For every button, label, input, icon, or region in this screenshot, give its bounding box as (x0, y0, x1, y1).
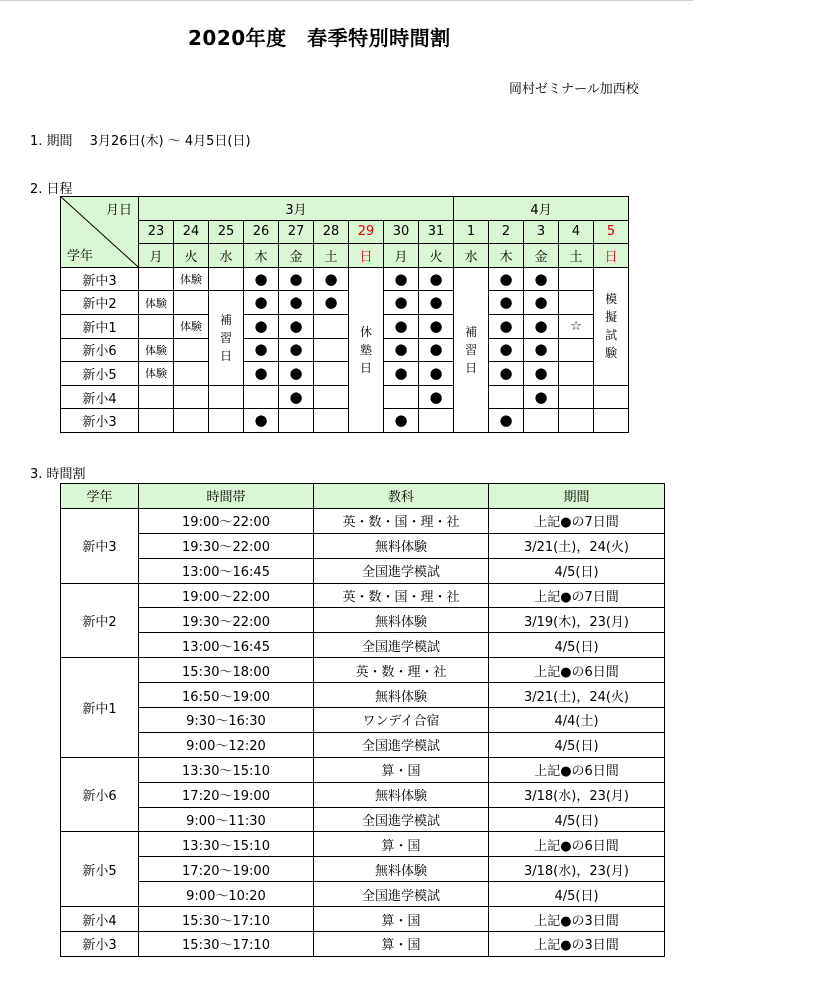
class-day-dot: ● (524, 291, 559, 315)
month-march: 3月 (139, 197, 454, 221)
timetable-header: 期間 (489, 484, 665, 509)
timetable-header: 学年 (61, 484, 139, 509)
period: 4/5(日) (489, 807, 665, 832)
timetable-row (61, 882, 665, 907)
subject: 全国進学模試 (314, 633, 489, 658)
date-cell: 4 (559, 220, 594, 244)
period-heading: 1. 期間 3月26日(木) ～ 4月5日(日) (30, 134, 251, 149)
empty-cell (314, 362, 349, 386)
empty-cell (174, 362, 209, 386)
school-name: 岡村ゼミナール加西校 (509, 82, 639, 97)
hosyu-day-cell-text: 補習日 (465, 324, 478, 375)
period: 3/18(水)，23(月) (489, 857, 665, 882)
timetable-grade: 新中3 (61, 508, 139, 583)
time-slot: 15:30～18:00 (139, 658, 314, 683)
empty-cell (314, 385, 349, 409)
class-day-dot: ● (244, 314, 279, 338)
timetable-grade: 新小3 (61, 932, 139, 957)
empty-cell (174, 291, 209, 315)
date-cell: 26 (244, 220, 279, 244)
empty-cell (174, 409, 209, 433)
class-day-dot: ● (279, 385, 314, 409)
class-day-dot: ● (489, 291, 524, 315)
period: 3/18(水)，23(月) (489, 782, 665, 807)
timetable-header: 教科 (314, 484, 489, 509)
trial-cell: 体験 (139, 362, 174, 386)
subject: 全国進学模試 (314, 807, 489, 832)
class-day-dot: ● (489, 267, 524, 291)
subject: 無料体験 (314, 683, 489, 708)
class-day-dot: ● (244, 267, 279, 291)
time-slot: 17:20～19:00 (139, 857, 314, 882)
timetable-row (61, 732, 665, 757)
empty-cell (489, 385, 524, 409)
timetable-grade: 新小4 (61, 907, 139, 932)
class-day-dot: ● (419, 385, 454, 409)
date-cell: 23 (139, 220, 174, 244)
grade-cell: 新小5 (61, 362, 139, 386)
star-mark: ☆ (559, 314, 594, 338)
class-day-dot: ● (489, 362, 524, 386)
class-day-dot: ● (419, 362, 454, 386)
weekday-cell: 火 (419, 244, 454, 268)
schedule-row (61, 338, 629, 362)
period: 上記●の7日間 (489, 508, 665, 533)
schedule-row (61, 385, 629, 409)
period: 4/5(日) (489, 732, 665, 757)
empty-cell (314, 314, 349, 338)
hosyu-day-cell-text: 補習日 (220, 313, 233, 364)
subject: 算・国 (314, 932, 489, 957)
empty-cell (559, 291, 594, 315)
schedule-corner-cell (61, 197, 139, 268)
weekday-cell: 火 (174, 244, 209, 268)
corner-date-label: 月日 (105, 203, 132, 218)
empty-cell (559, 409, 594, 433)
timetable-heading: 3. 時間割 (30, 467, 86, 482)
time-slot: 15:30～17:10 (139, 907, 314, 932)
empty-cell (279, 409, 314, 433)
empty-cell (209, 267, 244, 291)
month-april: 4月 (454, 197, 629, 221)
time-slot: 17:20～19:00 (139, 782, 314, 807)
timetable-row (61, 807, 665, 832)
subject: 算・国 (314, 757, 489, 782)
timetable-table (60, 483, 665, 957)
timetable-row (61, 832, 665, 857)
time-slot: 16:50～19:00 (139, 683, 314, 708)
time-slot: 13:00～16:45 (139, 633, 314, 658)
class-day-dot: ● (279, 314, 314, 338)
class-day-dot: ● (244, 409, 279, 433)
hosyu-day-cell (209, 291, 244, 385)
date-cell: 28 (314, 220, 349, 244)
weekday-cell: 金 (279, 244, 314, 268)
mogi-shiken-cell (594, 267, 629, 385)
grade-cell: 新中1 (61, 314, 139, 338)
empty-cell (139, 409, 174, 433)
subject: 無料体験 (314, 608, 489, 633)
class-day-dot: ● (384, 314, 419, 338)
timetable-row (61, 907, 665, 932)
class-day-dot: ● (489, 338, 524, 362)
weekday-cell: 月 (384, 244, 419, 268)
class-day-dot: ● (419, 267, 454, 291)
empty-cell (174, 385, 209, 409)
class-day-dot: ● (384, 338, 419, 362)
schedule-heading: 2. 日程 (30, 182, 73, 197)
grade-cell: 新中2 (61, 291, 139, 315)
trial-cell: 体験 (139, 291, 174, 315)
weekday-cell: 水 (209, 244, 244, 268)
class-day-dot: ● (524, 267, 559, 291)
time-slot: 9:00～10:20 (139, 882, 314, 907)
empty-cell (209, 409, 244, 433)
empty-cell (209, 385, 244, 409)
empty-cell (559, 338, 594, 362)
timetable-row (61, 633, 665, 658)
class-day-dot: ● (384, 362, 419, 386)
subject: 無料体験 (314, 533, 489, 558)
class-day-dot: ● (314, 291, 349, 315)
class-day-dot: ● (524, 338, 559, 362)
class-day-dot: ● (244, 338, 279, 362)
timetable-row (61, 757, 665, 782)
grade-cell: 新小4 (61, 385, 139, 409)
empty-cell (559, 267, 594, 291)
timetable-row (61, 932, 665, 957)
time-slot: 9:00～12:20 (139, 732, 314, 757)
empty-cell (594, 385, 629, 409)
mogi-shiken-cell-text: 模擬試験 (605, 292, 618, 361)
empty-cell (559, 385, 594, 409)
subject: 算・国 (314, 832, 489, 857)
timetable-row (61, 658, 665, 683)
class-day-dot: ● (244, 362, 279, 386)
empty-cell (139, 267, 174, 291)
class-day-dot: ● (419, 314, 454, 338)
weekday-cell: 月 (139, 244, 174, 268)
timetable-grade: 新中1 (61, 658, 139, 758)
date-cell: 24 (174, 220, 209, 244)
period: 3/21(土)，24(火) (489, 533, 665, 558)
period: 上記●の3日間 (489, 932, 665, 957)
date-cell: 27 (279, 220, 314, 244)
kyujuku-day-cell (349, 267, 384, 432)
page-title: 2020年度 春季特別時間割 (188, 26, 451, 50)
date-cell: 1 (454, 220, 489, 244)
empty-cell (244, 385, 279, 409)
corner-grade-label: 学年 (67, 248, 94, 264)
empty-cell (594, 409, 629, 433)
timetable-row (61, 533, 665, 558)
timetable-row (61, 782, 665, 807)
time-slot: 13:30～15:10 (139, 832, 314, 857)
subject: 英・数・国・理・社 (314, 583, 489, 608)
period: 上記●の7日間 (489, 583, 665, 608)
top-rule (0, 0, 693, 1)
empty-cell (559, 362, 594, 386)
trial-cell: 体験 (174, 314, 209, 338)
timetable-grade: 新小5 (61, 832, 139, 907)
trial-cell: 体験 (139, 338, 174, 362)
time-slot: 19:30～22:00 (139, 608, 314, 633)
date-cell: 29 (349, 220, 384, 244)
class-day-dot: ● (384, 291, 419, 315)
class-day-dot: ● (489, 409, 524, 433)
empty-cell (419, 409, 454, 433)
date-cell: 30 (384, 220, 419, 244)
weekday-cell: 金 (524, 244, 559, 268)
period: 4/5(日) (489, 633, 665, 658)
subject: 全国進学模試 (314, 882, 489, 907)
schedule-row (61, 409, 629, 433)
class-day-dot: ● (244, 291, 279, 315)
timetable-row (61, 508, 665, 533)
class-day-dot: ● (279, 291, 314, 315)
grade-cell: 新中3 (61, 267, 139, 291)
timetable-row (61, 708, 665, 733)
trial-cell: 体験 (174, 267, 209, 291)
weekday-cell: 土 (314, 244, 349, 268)
subject: 算・国 (314, 907, 489, 932)
class-day-dot: ● (384, 409, 419, 433)
grade-cell: 新小3 (61, 409, 139, 433)
time-slot: 9:00～11:30 (139, 807, 314, 832)
hosyu-day-cell (454, 267, 489, 432)
period: 上記●の3日間 (489, 907, 665, 932)
class-day-dot: ● (279, 362, 314, 386)
weekday-cell: 土 (559, 244, 594, 268)
empty-cell (524, 409, 559, 433)
timetable-row (61, 583, 665, 608)
class-day-dot: ● (524, 314, 559, 338)
timetable-row (61, 608, 665, 633)
timetable-row (61, 857, 665, 882)
class-day-dot: ● (489, 314, 524, 338)
period: 上記●の6日間 (489, 658, 665, 683)
period: 4/5(日) (489, 882, 665, 907)
date-cell: 31 (419, 220, 454, 244)
class-day-dot: ● (384, 267, 419, 291)
period: 3/19(木)，23(月) (489, 608, 665, 633)
time-slot: 9:30～16:30 (139, 708, 314, 733)
schedule-row (61, 314, 629, 338)
timetable-header: 時間帯 (139, 484, 314, 509)
class-day-dot: ● (419, 291, 454, 315)
weekday-cell: 日 (594, 244, 629, 268)
schedule-row (61, 291, 629, 315)
time-slot: 19:00～22:00 (139, 583, 314, 608)
period: 上記●の6日間 (489, 832, 665, 857)
grade-cell: 新小6 (61, 338, 139, 362)
kyujuku-day-cell-text: 休塾日 (360, 324, 373, 375)
class-day-dot: ● (524, 362, 559, 386)
empty-cell (314, 338, 349, 362)
subject: ワンデイ合宿 (314, 708, 489, 733)
weekday-cell: 木 (244, 244, 279, 268)
time-slot: 19:00～22:00 (139, 508, 314, 533)
class-day-dot: ● (279, 338, 314, 362)
timetable-row (61, 683, 665, 708)
schedule-row (61, 362, 629, 386)
weekday-cell: 日 (349, 244, 384, 268)
date-cell: 5 (594, 220, 629, 244)
timetable-grade: 新中2 (61, 583, 139, 658)
subject: 英・数・国・理・社 (314, 508, 489, 533)
subject: 全国進学模試 (314, 732, 489, 757)
empty-cell (174, 338, 209, 362)
period: 4/5(日) (489, 558, 665, 583)
empty-cell (314, 409, 349, 433)
schedule-row (61, 267, 629, 291)
empty-cell (384, 385, 419, 409)
time-slot: 19:30～22:00 (139, 533, 314, 558)
date-cell: 3 (524, 220, 559, 244)
subject: 英・数・理・社 (314, 658, 489, 683)
weekday-cell: 水 (454, 244, 489, 268)
class-day-dot: ● (279, 267, 314, 291)
subject: 無料体験 (314, 857, 489, 882)
period: 4/4(土) (489, 708, 665, 733)
empty-cell (139, 314, 174, 338)
class-day-dot: ● (314, 267, 349, 291)
class-day-dot: ● (419, 338, 454, 362)
date-cell: 2 (489, 220, 524, 244)
empty-cell (139, 385, 174, 409)
class-day-dot: ● (524, 385, 559, 409)
date-cell: 25 (209, 220, 244, 244)
period: 3/21(土)，24(火) (489, 683, 665, 708)
timetable-grade: 新小6 (61, 757, 139, 832)
schedule-table (60, 196, 629, 433)
weekday-cell: 木 (489, 244, 524, 268)
time-slot: 13:30～15:10 (139, 757, 314, 782)
subject: 全国進学模試 (314, 558, 489, 583)
time-slot: 15:30～17:10 (139, 932, 314, 957)
time-slot: 13:00～16:45 (139, 558, 314, 583)
timetable-row (61, 558, 665, 583)
period: 上記●の6日間 (489, 757, 665, 782)
subject: 無料体験 (314, 782, 489, 807)
